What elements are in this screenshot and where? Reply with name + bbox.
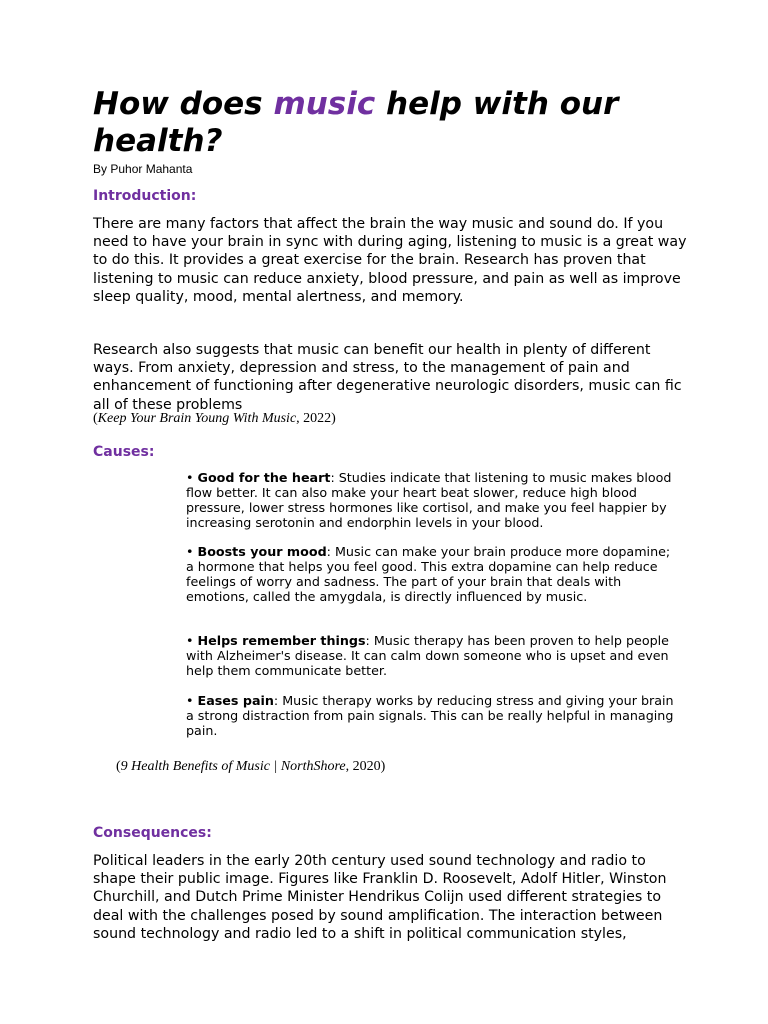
introduction-citation bbox=[93, 410, 336, 428]
cause-term: Good for the heart bbox=[197, 470, 331, 485]
cause-item-heart bbox=[186, 471, 678, 531]
citation-open: ( bbox=[93, 411, 98, 426]
cause-term: Eases pain bbox=[197, 693, 274, 708]
bullet-mark: • bbox=[186, 470, 198, 485]
consequences-paragraph: Political leaders in the early 20th century used sound technology and radio to shape their public image. Figures like Franklin D. Roosevelt, Adolf Hitler, Winston Churchill, and Dutch Prime Minister Hendrikus Colijn used different strategies to deal with the challenges posed by sound amplification. The interaction between sound technology and radio led to a shift in political communication styles, bbox=[93, 853, 667, 942]
page-title bbox=[93, 86, 693, 160]
cause-text: : Music therapy has been proven to help people with Alzheimer's disease. It can calm down someone who is upset and even help them communicate better. bbox=[186, 633, 669, 678]
introduction-paragraph-1: There are many factors that affect the brain the way music and sound do. If you need to have your brain in sync with during aging, listening to music is a great way to do this. It provides a great exercise for the brain. Research has proven that listening to music can reduce anxiety, blood pressure, and pain as well as improve sleep quality, mood, mental alertness, and memory. bbox=[93, 216, 687, 305]
title-part-1: How does bbox=[93, 86, 274, 122]
bullet-mark: • bbox=[186, 544, 198, 559]
title-accent-word: music bbox=[273, 86, 376, 122]
bullet-mark: • bbox=[186, 693, 198, 708]
consequences-heading: Consequences: bbox=[93, 825, 212, 841]
author-byline: By Puhor Mahanta bbox=[93, 162, 193, 176]
cause-term: Boosts your mood bbox=[197, 544, 327, 559]
citation-year: , 2022) bbox=[296, 411, 336, 426]
citation-year: , 2020) bbox=[345, 759, 386, 774]
citation-open: ( bbox=[116, 759, 121, 774]
causes-heading: Causes: bbox=[93, 444, 155, 460]
cause-text: : Music can make your brain produce more dopamine; a hormone that helps you feel good. This extra dopamine can help reduce feelings of worry and sadness. The part of your brain that deals with emotions, called the amygdala, is directly influenced by music. bbox=[186, 544, 671, 604]
bullet-mark: • bbox=[186, 633, 198, 648]
title-part-2: help with our health? bbox=[93, 86, 619, 159]
cause-term: Helps remember things bbox=[197, 633, 366, 648]
cause-item-pain bbox=[186, 694, 678, 739]
cause-item-memory bbox=[186, 634, 678, 679]
cause-item-mood bbox=[186, 545, 678, 605]
introduction-heading: Introduction: bbox=[93, 188, 197, 204]
introduction-paragraph-2: Research also suggests that music can benefit our health in plenty of different ways. From anxiety, depression and stress, to the management of pain and enhancement of functioning after degenerative neurologic disorders, music can fic all of these problems bbox=[93, 342, 682, 413]
citation-source: Keep Your Brain Young With Music bbox=[97, 411, 297, 426]
causes-citation bbox=[116, 758, 385, 776]
cause-text: : Studies indicate that listening to music makes blood flow better. It can also make your heart beat slower, reduce high blood pressure, lower stress hormones like cortisol, and make you feel happier by increasing serotonin and endorphin levels in your blood. bbox=[186, 470, 672, 530]
citation-source: 9 Health Benefits of Music | NorthShore bbox=[120, 759, 346, 774]
cause-text: : Music therapy works by reducing stress and giving your brain a strong distraction from pain signals. This can be really helpful in managing pain. bbox=[186, 693, 674, 738]
